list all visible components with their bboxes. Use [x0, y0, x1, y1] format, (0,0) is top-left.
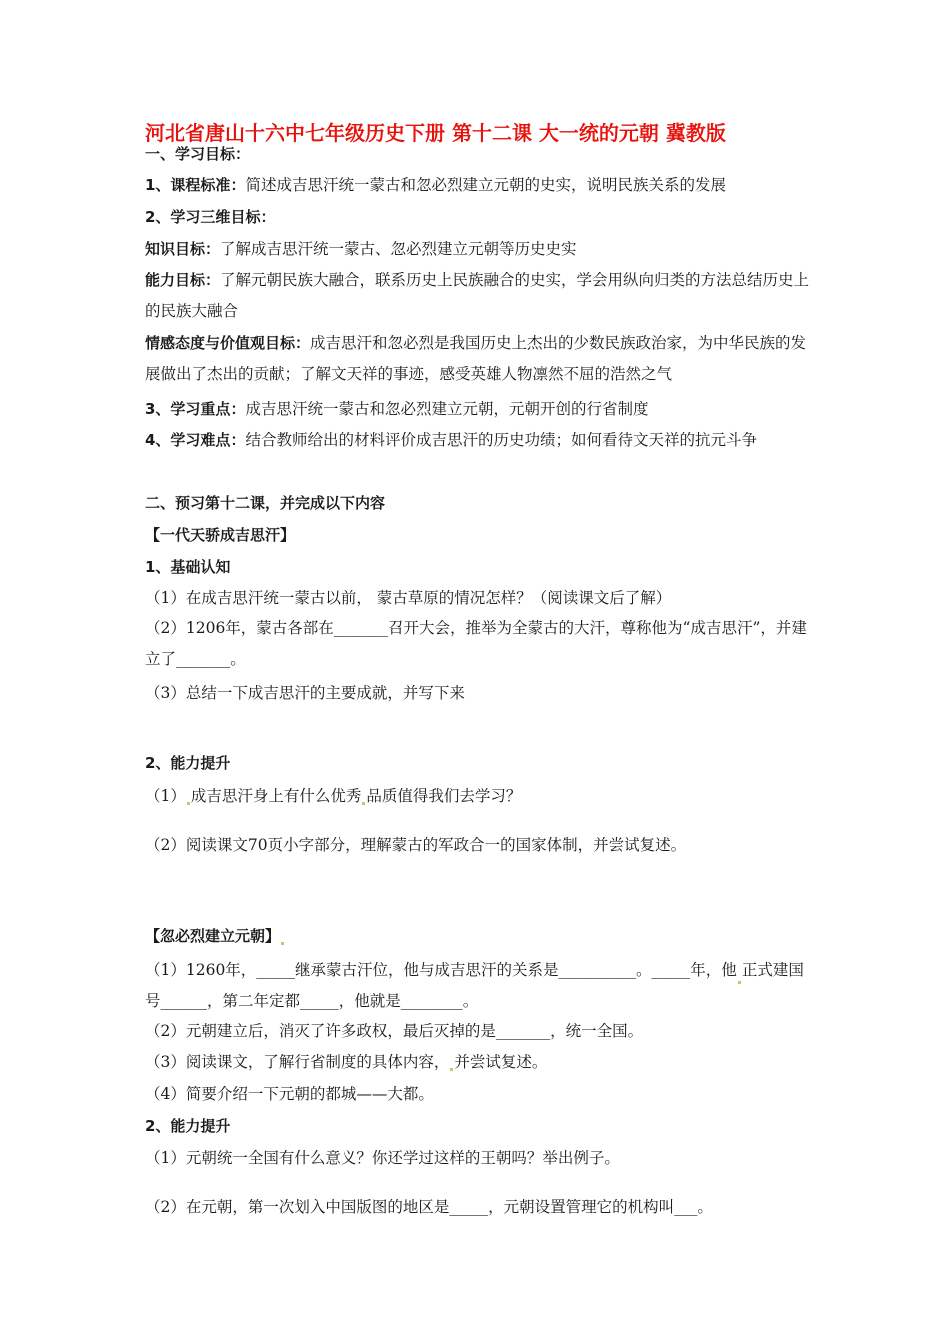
ability-question-1-1-prefix: （1） — [145, 787, 186, 805]
mark-dot — [450, 1068, 453, 1071]
question-2-3-text-a: （3）阅读课文，了解行省制度的具体内容， — [145, 1053, 450, 1071]
key-points — [145, 398, 648, 420]
course-standard — [145, 174, 726, 196]
mark-dot — [187, 802, 190, 805]
course-standard-label: 1、课程标准： — [145, 176, 246, 194]
knowledge-objective-label: 知识目标： — [145, 240, 221, 258]
question-2-1 — [145, 955, 810, 1017]
question-1-2: （2）1206年，蒙古各部在_______召开大会，推举为全蒙古的大汗，尊称他为“成吉思汗”，并建立了_______。 — [145, 619, 807, 668]
ability-objective-label: 能力目标： — [145, 271, 221, 289]
mark-dot — [738, 981, 741, 984]
ability-question-1-1-text-b: 品质值得我们去学习？ — [366, 787, 522, 805]
ability-heading-1: 2、能力提升 — [145, 754, 231, 772]
question-2-3-text-b: 并尝试复述。 — [454, 1053, 548, 1071]
section-heading-objectives: 一、学习目标： — [145, 145, 251, 163]
question-2-3 — [145, 1051, 547, 1073]
course-standard-text: 简述成吉思汗统一蒙古和忽必烈建立元朝的史实，说明民族关系的发展 — [245, 176, 726, 194]
difficult-points-label: 4、学习难点： — [145, 431, 246, 449]
three-dim-objectives-heading: 2、学习三维目标： — [145, 208, 276, 226]
section-heading-preview: 二、预习第十二课，并完成以下内容 — [145, 494, 386, 512]
ability-question-2-1: （1）元朝统一全国有什么意义？你还学过这样的王朝吗？举出例子。 — [145, 1149, 620, 1167]
part-heading-kublai — [145, 925, 285, 947]
ability-question-1-2: （2）阅读课文70页小字部分，理解蒙古的军政合一的国家体制，并尝试复述。 — [145, 836, 687, 854]
part-heading-genghis-khan: 【一代天骄成吉思汗】 — [145, 526, 296, 544]
question-1-3: （3）总结一下成吉思汗的主要成就，并写下来 — [145, 684, 465, 702]
ability-question-2-2: （2）在元朝，第一次划入中国版图的地区是_____，元朝设置管理它的机构叫___。 — [145, 1198, 713, 1216]
part-heading-kublai-text: 【忽必烈建立元朝】 — [145, 927, 281, 945]
knowledge-objective — [145, 238, 577, 260]
ability-question-1-1 — [145, 785, 521, 807]
emotion-objective-label: 情感态度与价值观目标： — [145, 334, 311, 352]
knowledge-objective-text: 了解成吉思汗统一蒙古、忽必烈建立元朝等历史史实 — [220, 240, 577, 258]
mark-dot — [281, 942, 284, 945]
ability-objective-text: 了解元朝民族大融合，联系历史上民族融合的史实，学会用纵向归类的方法总结历史上的民族大融合 — [145, 271, 810, 320]
emotion-objective — [145, 328, 810, 390]
difficult-points-text: 结合教师给出的材料评价成吉思汗的历史功绩；如何看待文天祥的抗元斗争 — [245, 431, 757, 449]
difficult-points — [145, 425, 810, 456]
ability-heading-2: 2、能力提升 — [145, 1117, 231, 1135]
question-2-4: （4）简要介绍一下元朝的都城——大都。 — [145, 1085, 434, 1103]
question-2-2: （2）元朝建立后，消灭了许多政权，最后灭掉的是_______，统一全国。 — [145, 1022, 644, 1040]
key-points-label: 3、学习重点： — [145, 400, 246, 418]
question-1-1: （1）在成吉思汗统一蒙古以前， 蒙古草原的情况怎样？（阅读课文后了解） — [145, 589, 672, 607]
basic-knowledge-heading: 1、基础认知 — [145, 558, 231, 576]
question-2-1-text-b: 正式建国号______，第二年定都_____，他就是________。 — [145, 961, 804, 1010]
mark-dot — [362, 802, 365, 805]
question-2-1-text-a: （1）1260年，_____继承蒙古汗位，他与成吉思汗的关系是__________。_____年，他 — [145, 961, 737, 979]
key-points-text: 成吉思汗统一蒙古和忽必烈建立元朝，元朝开创的行省制度 — [245, 400, 649, 418]
ability-objective — [145, 265, 810, 327]
emotion-objective-text: 成吉思汗和忽必烈是我国历史上杰出的少数民族政治家，为中华民族的发展做出了杰出的贡献；了解文天祥的事迹，感受英雄人物凛然不屈的浩然之气 — [145, 334, 807, 383]
ability-question-1-1-text-a: 成吉思汗身上有什么优秀 — [190, 787, 362, 805]
document-title: 河北省唐山十六中七年级历史下册 第十二课 大一统的元朝 冀教版 — [145, 121, 726, 145]
